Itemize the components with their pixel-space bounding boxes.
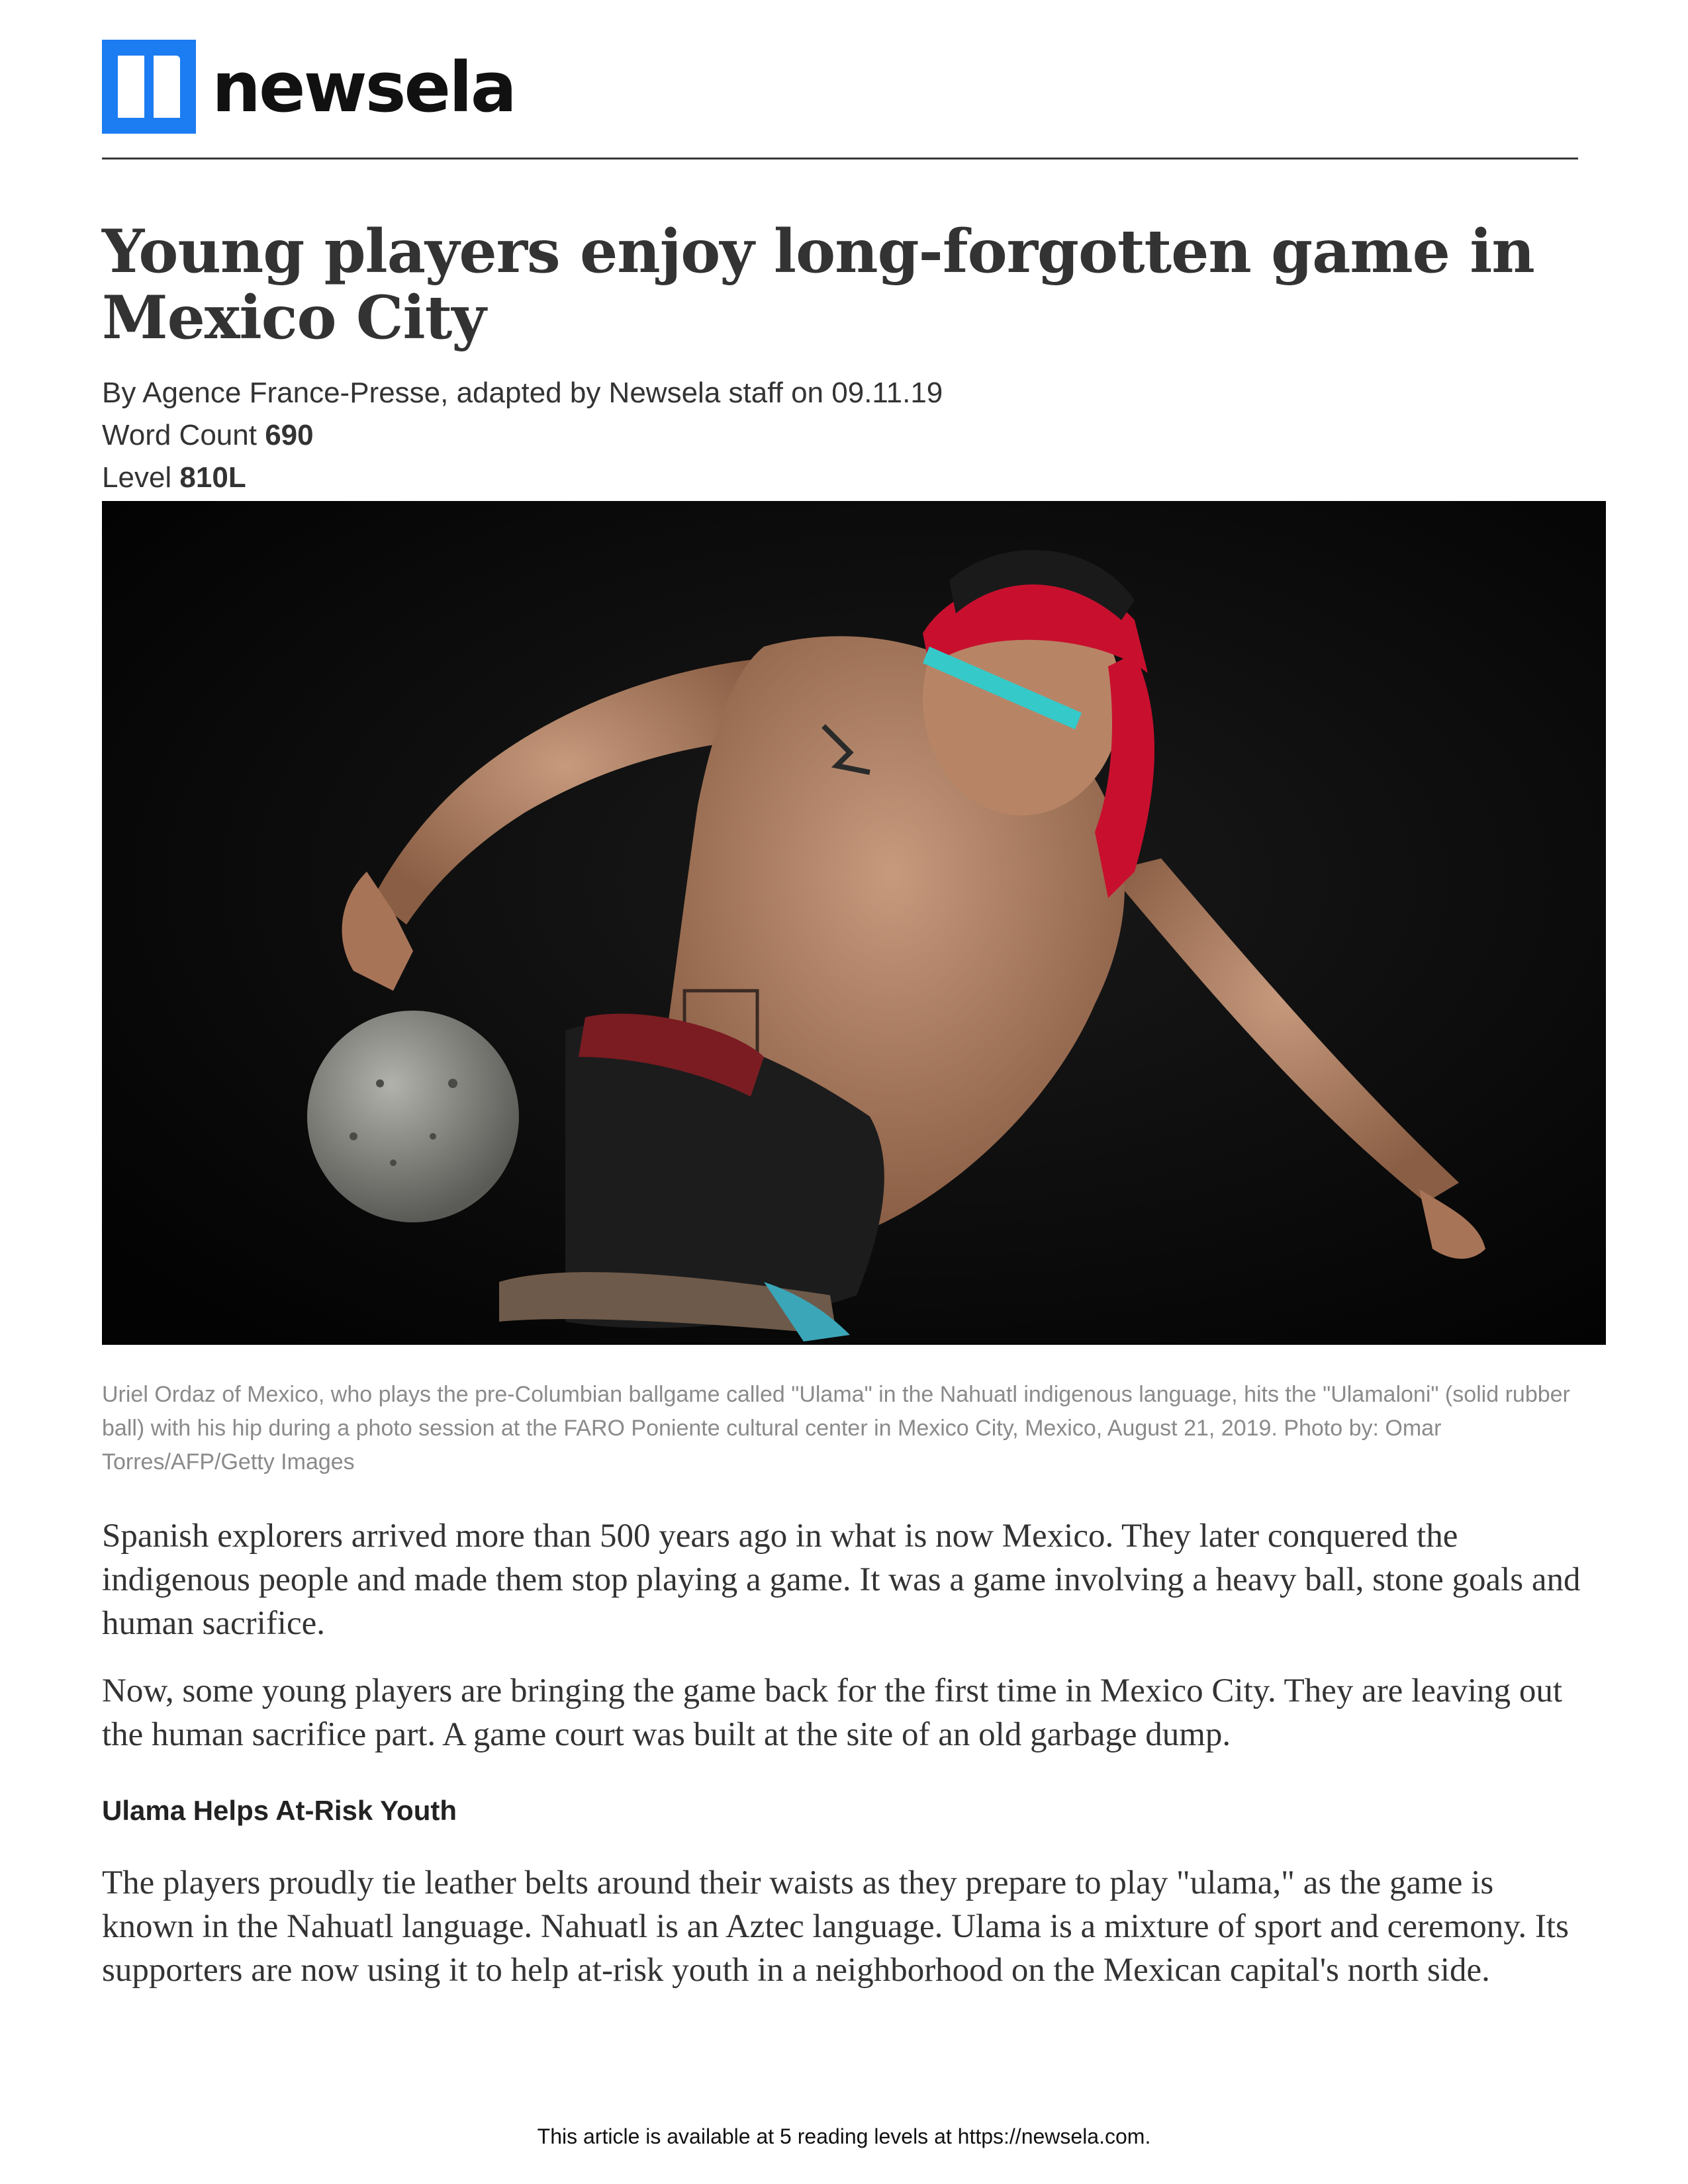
paragraph-2: Now, some young players are bringing the game back for the first time in Mexico City. They are leaving out the human sacrifice part. A game court was built at the site of an old garbage dump. bbox=[102, 1672, 1563, 1753]
header-divider bbox=[102, 158, 1578, 159]
newsela-logo-icon[interactable] bbox=[102, 40, 196, 134]
reading-level bbox=[102, 458, 1558, 498]
byline: By Agence France-Presse, adapted by Newsela staff on 09.11.19 bbox=[102, 377, 943, 409]
word-count bbox=[102, 416, 1558, 455]
page-footer: This article is available at 5 reading levels at https://newsela.com. bbox=[537, 2124, 1151, 2148]
article-photo bbox=[102, 501, 1606, 1345]
level-label: Level bbox=[102, 461, 172, 494]
article-title: Young players enjoy long-forgotten game in Mexico City bbox=[102, 216, 1534, 353]
level-value: 810L bbox=[179, 461, 246, 494]
paragraph-1: Spanish explorers arrived more than 500 years ago in what is now Mexico. They later conquered the indigenous people and made them stop playing a game. It was a game involving a heavy ball, stone goals and human sacrifice. bbox=[102, 1518, 1581, 1642]
page-header bbox=[102, 40, 1578, 159]
brand-wordmark[interactable]: newsela bbox=[212, 47, 515, 128]
section-subhead: Ulama Helps At-Risk Youth bbox=[102, 1795, 457, 1826]
photo-ballplayer-icon bbox=[102, 501, 1606, 1345]
paragraph-3: The players proudly tie leather belts around their waists as they prepare to play "ulama," as the game is known in the Nahuatl language. Nahuatl is an Aztec language. Ulama is a mixture of sport and ceremony. Its supporters are now using it to help at-risk youth in a neighborhood on the Mexican capital's north side. bbox=[102, 1864, 1569, 1989]
word-count-value: 690 bbox=[265, 419, 314, 451]
photo-caption: Uriel Ordaz of Mexico, who plays the pre-Columbian ballgame called "Ulama" in the Nahuatl indigenous language, hits the "Ulamaloni" (solid rubber ball) with his hip during a photo session at the FARO Poniente cultural center in Mexico City, Mexico, August 21, 2019. Photo by: Omar Torres/AFP/Getty Images bbox=[102, 1382, 1570, 1475]
word-count-label: Word Count bbox=[102, 419, 257, 451]
